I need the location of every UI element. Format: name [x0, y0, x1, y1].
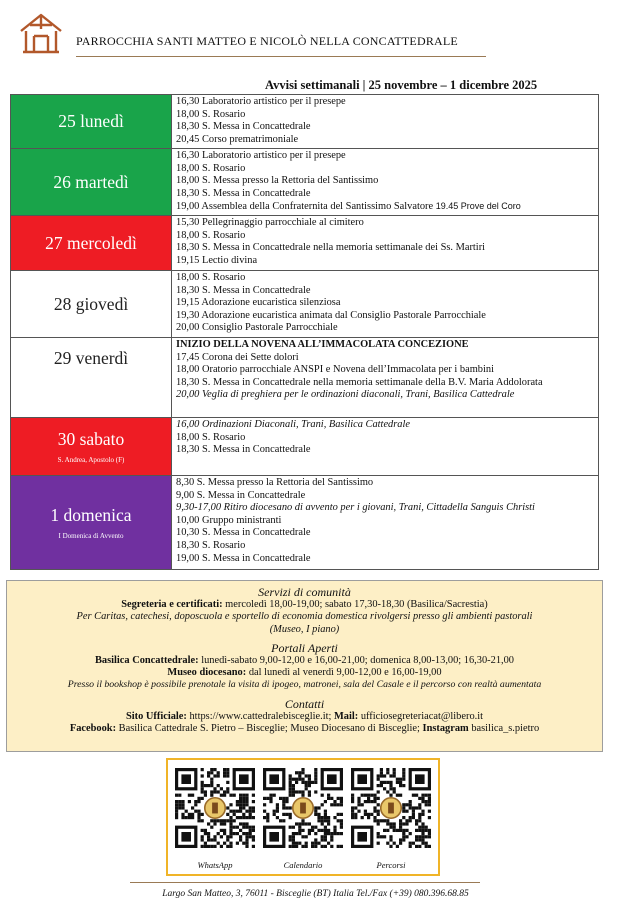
instagram-link[interactable]: basilica_s.pietro: [471, 723, 540, 735]
event-item: 18,00 S. Rosario: [176, 108, 246, 120]
event-item: 18,30 S. Messa in Concattedrale: [176, 444, 311, 456]
event-item: 9,00 S. Messa in Concattedrale: [176, 489, 306, 501]
whatsapp-qr-code[interactable]: [175, 768, 255, 848]
basilica-line: [7, 655, 602, 667]
events-cell: [172, 216, 599, 271]
day-label: 27 mercoledì: [45, 232, 137, 253]
event-item: 18,00 Oratorio parrocchiale ANSPI e Novena dell’Immacolata per i bambini: [176, 364, 494, 376]
events-cell: [172, 271, 599, 338]
day-label: 30 sabato: [57, 429, 125, 449]
segreteria-line: [7, 599, 602, 611]
event-item: 18,30 S. Messa in Concattedrale nella memoria settimanale della B.V. Maria Addolorata: [176, 376, 543, 388]
event-item: 19,15 Lectio divina: [176, 254, 258, 266]
event-item: 15,30 Pellegrinaggio parrocchiale al cimitero: [176, 217, 364, 228]
church-logo-icon: [18, 12, 64, 54]
event-item: 18,30 S. Messa in Concattedrale nella memoria settimanale dei Ss. Martiri: [176, 242, 486, 254]
events-cell: [172, 95, 599, 149]
day-label: 28 giovedì: [53, 293, 129, 314]
day-feast: S. Andrea, Apostolo (F): [57, 456, 125, 464]
segreteria-text: mercoledì 18,00-19,00; sabato 17,30-18,30 (Basilica/Sacrestia): [225, 599, 488, 610]
basilica-text: lunedì-sabato 9,00-12,00 e 16,00-21,00; domenica 8,00-13,00; 16,30-21,00: [201, 654, 515, 666]
event-item: 16,00 Ordinazioni Diaconali, Trani, Basilica Cattedrale: [176, 419, 410, 430]
events-cell: [172, 476, 599, 570]
day-row-30: [11, 418, 599, 476]
day-row-27: [11, 216, 599, 271]
event-item: 20,45 Corso prematrimoniale: [176, 133, 299, 145]
event-item: 18,30 S. Messa in Concattedrale: [176, 284, 311, 296]
day-row-1: [11, 476, 599, 570]
events-cell: [172, 338, 599, 418]
event-item: 19,15 Adorazione eucaristica silenziosa: [176, 297, 341, 309]
caritas-line: Per Caritas, catechesi, doposcuola e sportello di economia domestica rivolgersi presso gli ambienti pastorali: [76, 611, 533, 623]
museo-text: dal lunedì al venerdì 9,00-12,00 e 16,00-19,00: [248, 667, 442, 679]
event-item: 18,00 S. Messa presso la Rettoria del Santissimo: [176, 175, 379, 187]
event-item: 8,30 S. Messa presso la Rettoria del Santissimo: [176, 477, 374, 488]
percorsi-qr-code[interactable]: [351, 768, 431, 848]
facebook-label: Facebook:: [69, 723, 117, 735]
day-cell: [11, 149, 172, 216]
day-cell: [11, 271, 172, 338]
sito-line: [7, 711, 602, 723]
footer-divider: [130, 882, 480, 883]
day-label: 1 domenica: [50, 505, 132, 525]
event-item: 18,00 S. Rosario: [176, 162, 246, 174]
footer-address: Largo San Matteo, 3, 76011 - Bisceglie (BT) Italia Tel./Fax (+39) 080.396.68.85: [162, 889, 469, 899]
basilica-label: Basilica Concattedrale:: [94, 654, 199, 666]
event-item: 18,00 S. Rosario: [176, 272, 246, 283]
services-box: [6, 580, 603, 752]
event-item: 20,00 Consiglio Pastorale Parrocchiale: [176, 322, 338, 334]
portali-title: Portali Aperti: [271, 640, 338, 655]
qr-label: Percorsi: [376, 860, 406, 870]
events-cell: [172, 418, 599, 476]
event-item: [176, 200, 594, 214]
event-item: 17,45 Corona dei Sette dolori: [176, 351, 299, 363]
day-row-25: [11, 95, 599, 149]
contatti-title: Contatti: [284, 696, 325, 711]
event-text: 19,00 Assemblea della Confraternita del Santissimo Salvatore: [176, 201, 434, 213]
parish-name: PARROCCHIA SANTI MATTEO E NICOLÒ NELLA CONCATTEDRALE: [76, 34, 458, 48]
qr-label: WhatsApp: [197, 860, 233, 870]
services-title: Servizi di comunità: [258, 585, 351, 599]
event-item: 16,30 Laboratorio artistico per il presepe: [176, 150, 346, 161]
event-item: 19,00 S. Messa in Concattedrale: [176, 552, 311, 564]
novena-heading: INIZIO DELLA NOVENA ALL’IMMACOLATA CONCEZIONE: [176, 339, 469, 350]
facebook-link[interactable]: Basilica Cattedrale S. Pietro – Bisceglie; Museo Diocesano di Bisceglie;: [118, 723, 420, 735]
caritas-line-2: (Museo, I piano): [269, 623, 340, 635]
day-cell: [11, 476, 172, 570]
sito-label: Sito Ufficiale:: [125, 710, 187, 722]
day-row-28: [11, 271, 599, 338]
day-label: 29 venerdì: [53, 348, 129, 368]
event-item: 10,00 Gruppo ministranti: [176, 514, 282, 526]
avvisi-title: Avvisi settimanali | 25 novembre – 1 dicembre 2025: [265, 78, 538, 92]
event-item: 16,30 Laboratorio artistico per il presepe: [176, 96, 346, 107]
day-label: 25 lunedì: [58, 111, 124, 131]
day-cell: [11, 95, 172, 149]
weekly-schedule-table: [10, 94, 599, 570]
event-item: 18,30 S. Messa in Concattedrale: [176, 121, 311, 133]
day-row-29: [11, 338, 599, 418]
event-item: 18,30 S. Rosario: [176, 539, 246, 551]
mail-link[interactable]: ufficiosegreteriacat@libero.it: [360, 710, 484, 722]
day-cell: [11, 338, 172, 418]
sito-link[interactable]: https://www.cattedralebisceglie.it;: [189, 710, 332, 722]
calendario-qr-code[interactable]: [263, 768, 343, 848]
segreteria-label: Segreteria e certificati:: [121, 599, 223, 610]
event-item: 20,00 Veglia di preghiera per le ordinazioni diaconali, Trani, Basilica Cattedrale: [176, 389, 515, 401]
event-item: 10,30 S. Messa in Concattedrale: [176, 527, 311, 539]
day-feast: I Domenica di Avvento: [58, 532, 124, 540]
event-item: 18,30 S. Messa in Concattedrale: [176, 187, 311, 199]
event-item: 18,00 S. Rosario: [176, 431, 246, 443]
day-row-26: [11, 149, 599, 216]
day-cell: [11, 418, 172, 476]
museo-label: Museo diocesano:: [167, 667, 247, 679]
header-divider: [76, 56, 486, 57]
header: [18, 12, 618, 72]
mail-label: Mail:: [333, 710, 359, 722]
day-label: 26 martedì: [53, 171, 129, 192]
event-item: 19,30 Adorazione eucaristica animata dal Consiglio Pastorale Parrocchiale: [176, 309, 486, 321]
event-item: 18,00 S. Rosario: [176, 229, 246, 241]
instagram-label: Instagram: [422, 723, 469, 735]
social-line: [7, 723, 602, 735]
qr-label: Calendario: [283, 860, 323, 870]
museo-line: [7, 667, 602, 679]
bookshop-line: Presso il bookshop è possibile prenotale la visita di ipogeo, matronei, sala del Casale e il percorso con realtà aumentata: [67, 679, 542, 691]
day-cell: [11, 216, 172, 271]
event-item: 9,30-17,00 Ritiro diocesano di avvento per i giovani, Trani, Cittadella Sanguis Christi: [176, 502, 535, 514]
event-tail: 19.45 Prove del Coro: [435, 201, 521, 212]
events-cell: [172, 149, 599, 216]
qr-code-box: [166, 758, 440, 876]
